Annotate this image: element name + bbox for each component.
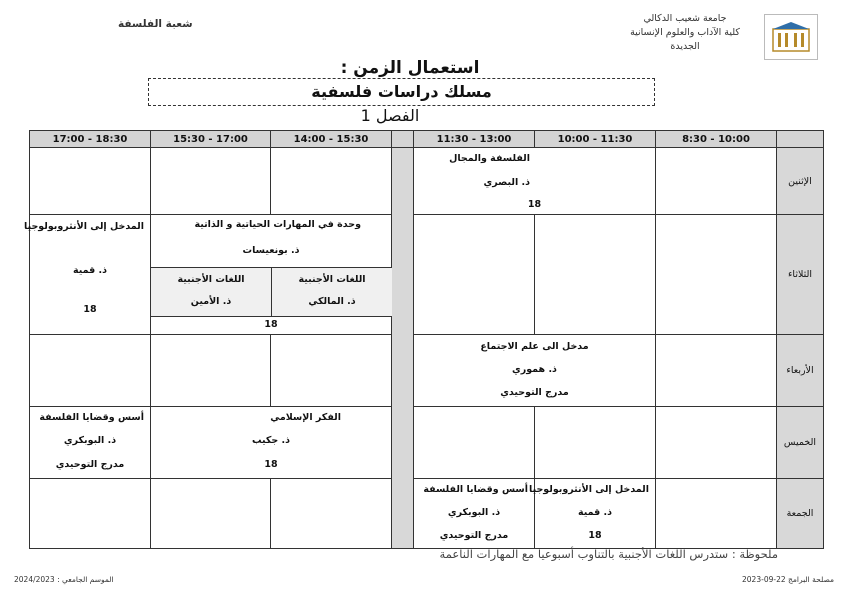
empty-cell [271, 479, 392, 549]
course-name: أسس وقضايا الفلسفة [423, 484, 528, 495]
university-header [610, 12, 760, 54]
professor-name: ذ. هموري [512, 364, 557, 375]
day-row-wednesday [30, 335, 824, 407]
course-name: المدخل إلى الأنثروبولوجيا [24, 221, 144, 232]
day-label-thursday: الخميس [777, 407, 824, 479]
day-row-tuesday [30, 215, 824, 335]
empty-cell [535, 407, 656, 479]
empty-cell [414, 407, 535, 479]
professor-name: ذ. البوبكري [63, 435, 117, 446]
course-name: اللغات الأجنبية [177, 274, 245, 285]
room-number: 18 [264, 319, 278, 330]
room-name: مدرج التوحيدي [439, 530, 509, 541]
empty-cell [656, 215, 777, 335]
university-logo-icon [769, 19, 813, 55]
room-number: 18 [83, 304, 97, 315]
lunch-separator-header [392, 131, 414, 148]
professor-name: ذ. قمية [72, 265, 108, 276]
empty-cell [151, 148, 271, 215]
time-slot-1: 8:30 - 10:00 [656, 131, 777, 148]
day-column-header [777, 131, 824, 148]
time-slot-3: 11:30 - 13:00 [414, 131, 535, 148]
empty-cell [656, 335, 777, 407]
empty-cell [535, 215, 656, 335]
empty-cell [30, 148, 151, 215]
time-slot-2: 10:00 - 11:30 [535, 131, 656, 148]
time-slot-6: 17:00 - 18:30 [30, 131, 151, 148]
day-row-thursday [30, 407, 824, 479]
professor-name: ذ. البوبكري [447, 507, 501, 518]
day-label-wednesday: الأربعاء [777, 335, 824, 407]
city-name: الجديدة [670, 41, 700, 52]
course-name: المدخل إلى الأنثروبولوجيا [529, 484, 649, 495]
professor-name: ذ. قمية [577, 507, 613, 518]
course-name: وحدة في المهارات الحياتية و الذاتية [194, 219, 361, 230]
day-row-monday [30, 148, 824, 215]
page-title: استعمال الزمن : [340, 58, 480, 78]
session-subcell-lang1 [272, 267, 392, 317]
empty-cell [656, 407, 777, 479]
day-label-friday: الجمعة [777, 479, 824, 549]
session-cell-mon [414, 148, 656, 215]
room-number: 18 [588, 530, 602, 541]
room-number: 18 [527, 199, 542, 210]
session-cell-tue-anthro [24, 215, 151, 335]
session-cell-tue-skills [151, 215, 392, 335]
day-row-friday [30, 479, 824, 549]
empty-cell [30, 479, 151, 549]
university-logo [764, 14, 818, 60]
day-label-tuesday: الثلاثاء [777, 215, 824, 335]
session-subcell-lang2 [151, 267, 272, 317]
professor-name: ذ. بونعيسات [242, 245, 300, 256]
empty-cell [656, 148, 777, 215]
lunch-separator [392, 148, 414, 549]
department-name: شعبة الفلسفة [118, 18, 193, 30]
faculty-name: كلية الآداب والعلوم الإنسانية [630, 27, 740, 38]
semester-label: الفصل 1 [360, 106, 420, 125]
empty-cell [271, 335, 392, 407]
course-name: اللغات الأجنبية [298, 274, 366, 285]
empty-cell [656, 479, 777, 549]
professor-name: ذ. جكيب [251, 435, 291, 446]
session-cell-fri-anthro [529, 479, 656, 549]
session-cell-thu-philo [30, 407, 151, 479]
session-cell-wed [414, 335, 656, 407]
time-slot-4: 14:00 - 15:30 [271, 131, 392, 148]
empty-cell [30, 335, 151, 407]
schedule-note: ملحوظة : ستدرس اللغات الأجنبية بالتناوب أسبوعيا مع المهارات الناعمة [439, 547, 778, 561]
empty-cell [414, 215, 535, 335]
course-name: الفلسفة والمجال [449, 153, 530, 164]
room-name: مدرج التوحيدي [500, 387, 569, 398]
room-name: مدرج التوحيدي [55, 459, 125, 470]
schedule-table [24, 130, 824, 549]
room-number: 18 [264, 459, 278, 470]
program-name: مسلك دراسات فلسفية [148, 78, 655, 106]
session-cell-fri-philo [414, 479, 535, 549]
empty-cell [151, 479, 271, 549]
course-name: أسس وقضايا الفلسفة [39, 412, 144, 423]
professor-name: ذ. البصري [483, 177, 530, 188]
empty-cell [271, 148, 392, 215]
course-name: الفكر الإسلامي [270, 412, 341, 423]
course-name: مدخل الى علم الاجتماع [480, 341, 589, 352]
university-name: جامعة شعيب الدكالي [643, 13, 727, 24]
professor-name: ذ. الأمين [190, 296, 232, 307]
session-cell-thu-islam [151, 407, 392, 479]
footer-academic-year: الموسم الجامعي : 2024/2023 [14, 575, 114, 584]
empty-cell [151, 335, 271, 407]
professor-name: ذ. المالكي [308, 296, 356, 307]
day-label-monday: الإثنين [777, 148, 824, 215]
footer-programs-office: مصلحة البرامج 22-09-2023 [742, 575, 834, 584]
time-header-row [30, 131, 824, 148]
time-slot-5: 15:30 - 17:00 [151, 131, 271, 148]
